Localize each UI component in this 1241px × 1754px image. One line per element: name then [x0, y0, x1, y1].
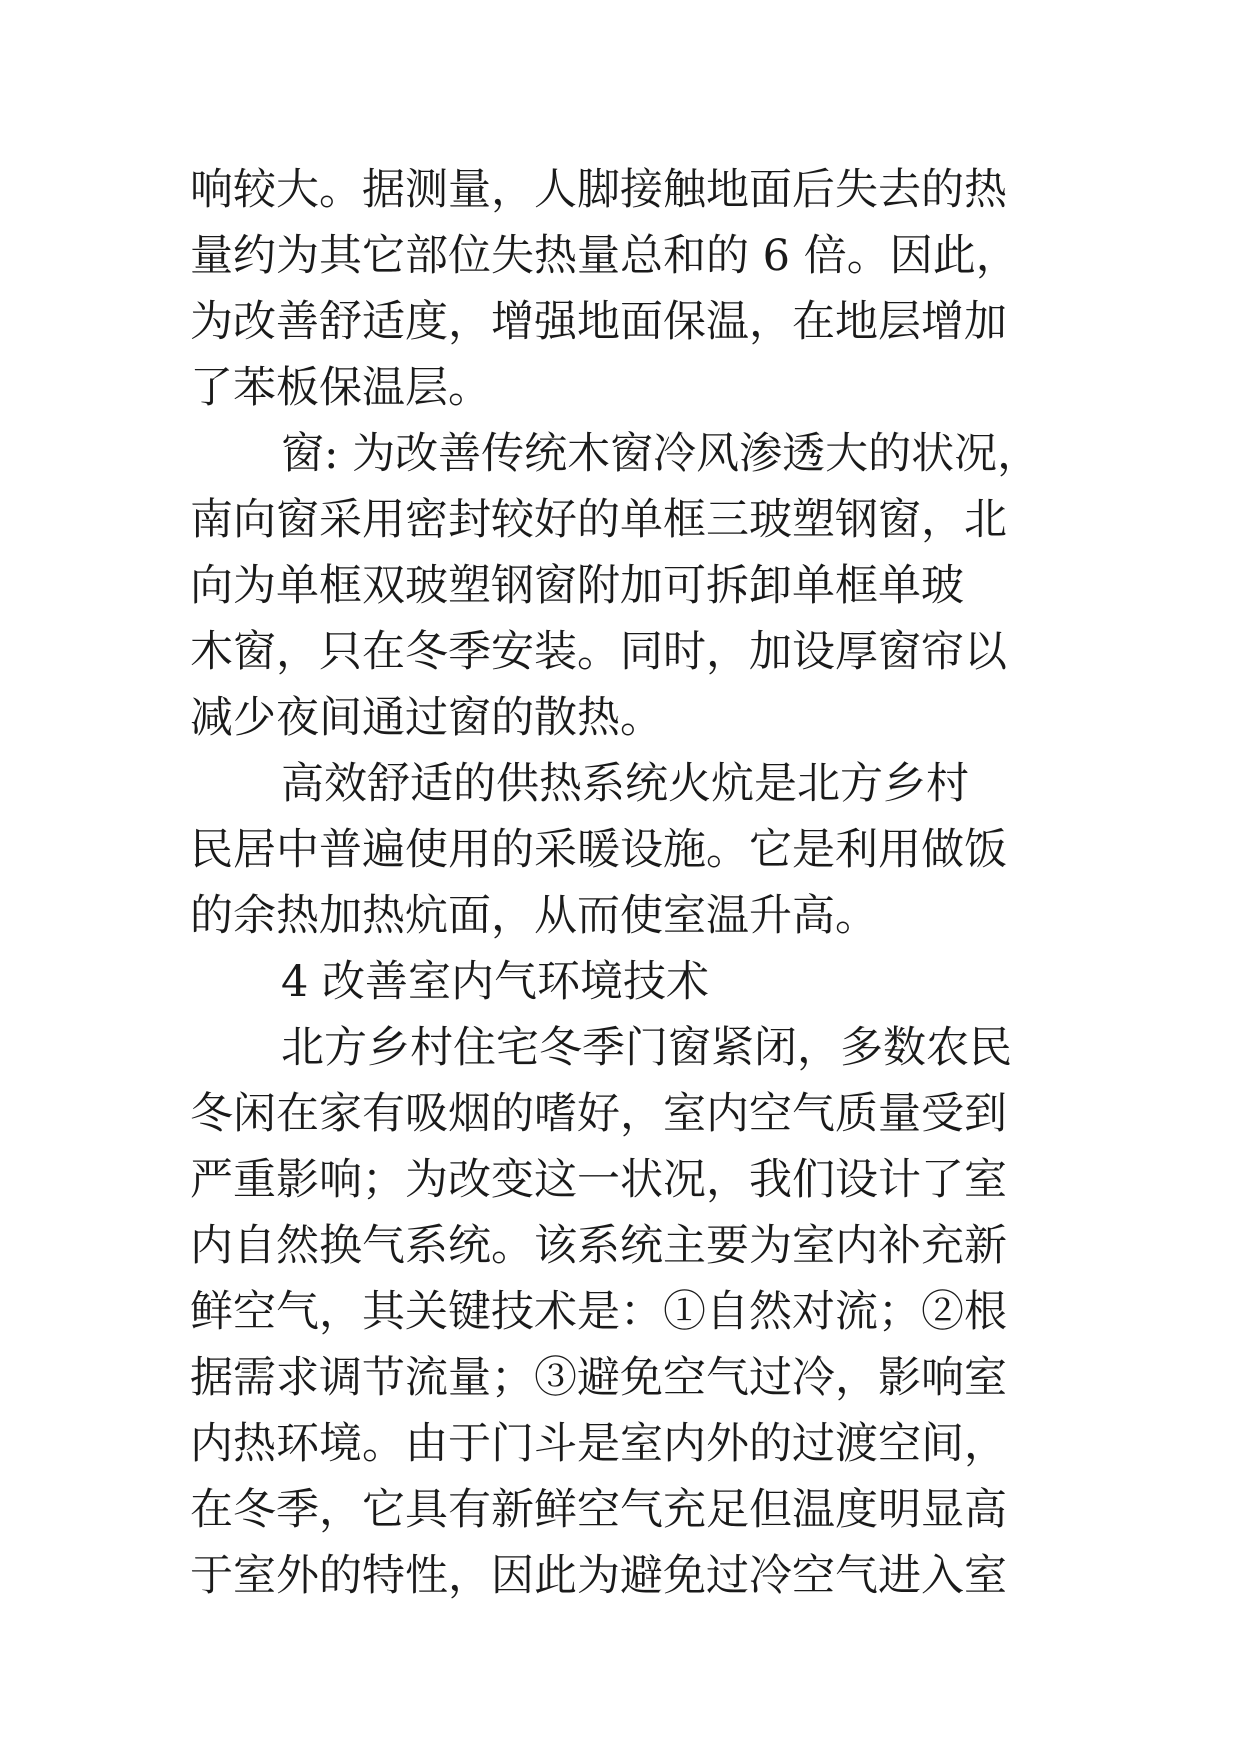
text-line: 响较大。据测量，人脚接触地面后失去的热: [190, 165, 1007, 215]
paragraph-first-line: 窗: 为改善传统木窗冷风渗透大的状况，: [281, 429, 1041, 479]
paragraph-first-line: 北方乡村住宅冬季门窗紧闭，多数农民: [281, 1023, 1012, 1073]
text-line: 于室外的特性，因此为避免过冷空气进入室: [190, 1551, 1007, 1601]
text-line: 减少夜间通过窗的散热。: [190, 693, 663, 743]
text-line: 为改善舒适度，增强地面保温，在地层增加: [190, 297, 1007, 347]
text-line: 据需求调节流量；③避免空气过冷，影响室: [190, 1353, 1007, 1403]
text-line: 在冬季，它具有新鲜空气充足但温度明显高: [190, 1485, 1007, 1535]
text-line: 内热环境。由于门斗是室内外的过渡空间，: [190, 1419, 1007, 1469]
text-line: 向为单框双玻塑钢窗附加可拆卸单框单玻: [190, 561, 964, 611]
paragraph-first-line: 高效舒适的供热系统火炕是北方乡村: [281, 759, 969, 809]
text-line: 了苯板保温层。: [190, 363, 491, 413]
text-line: 冬闲在家有吸烟的嗜好，室内空气质量受到: [190, 1089, 1007, 1139]
text-line: 的余热加热炕面，从而使室温升高。: [190, 891, 878, 941]
section-heading: 4 改善室内气环境技术: [281, 957, 710, 1007]
text-line: 鲜空气，其关键技术是：①自然对流；②根: [190, 1287, 1007, 1337]
text-line: 木窗，只在冬季安装。同时，加设厚窗帘以: [190, 627, 1007, 677]
text-line: 内自然换气系统。该系统主要为室内补充新: [190, 1221, 1007, 1271]
text-line: 民居中普遍使用的采暖设施。它是利用做饭: [190, 825, 1007, 875]
text-line: 南向窗采用密封较好的单框三玻塑钢窗，北: [190, 495, 1007, 545]
text-line: 严重影响；为改变这一状况，我们设计了室: [190, 1155, 1007, 1205]
text-line: 量约为其它部位失热量总和的 6 倍。因此，: [190, 231, 1019, 281]
